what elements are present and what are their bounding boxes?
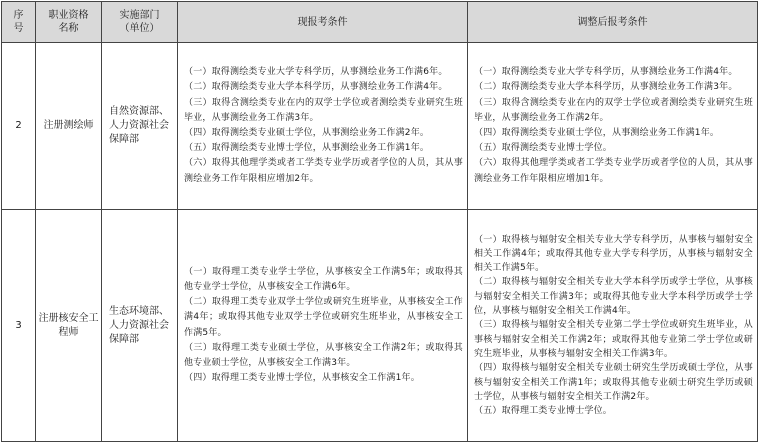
condition-item: （四）取得理工类专业博士学位，从事核安全工作满1年。 xyxy=(184,373,420,384)
row-current-conditions xyxy=(178,43,468,210)
condition-item: （二）取得核与辐射安全相关专业大学本科学历或学士学位，从事核与辐射安全相关工作满3年；或取得其他专业大学本科学历或学士学位，从事核与辐射安全相关工作满4年。 xyxy=(474,277,753,317)
table-row xyxy=(2,210,758,442)
header-name-line-1: 职业资格 xyxy=(48,10,89,21)
condition-item: （四）取得核与辐射安全相关专业硕士研究生学历或硕士学位，从事核与辐射安全相关工作满1年；或取得其他专业硕士研究生学历或硕士学位，从事核与辐射安全相关工作满2年。 xyxy=(474,363,753,402)
row-qualification-name: 注册核安全工程师 xyxy=(36,210,102,442)
header-dept-line-1: 实施部门 xyxy=(119,10,160,21)
row-department: 自然资源部、人力资源社会保障部 xyxy=(102,43,178,210)
condition-item: （五）取得测绘类专业博士学位，从事测绘业务工作满1年。 xyxy=(184,143,430,154)
condition-item: （五）取得理工类专业博士学位。 xyxy=(474,406,613,417)
condition-item: （三）取得理工类专业硕士学位，从事核安全工作满2年；或取得其他专业硕士学位，从事核安全工作满3年。 xyxy=(184,342,463,368)
condition-item: （二）取得理工类专业双学士学位或研究生班毕业，从事核安全工作满4年；或取得其他专业双学士学位或研究生班毕业，从事核安全工作满5年。 xyxy=(184,297,463,338)
row-qualification-name: 注册测绘师 xyxy=(36,43,102,210)
condition-item: （一）取得核与辐射安全相关专业大学专科学历，从事核与辐射安全相关工作满4年；或取得其他专业大学专科学历，从事核与辐射安全相关工作满5年。 xyxy=(474,234,753,274)
row-seq: 2 xyxy=(2,43,36,210)
header-seq-line-1: 序 xyxy=(13,10,24,21)
qualification-conditions-table xyxy=(1,1,758,442)
header-current-conditions: 现报考条件 xyxy=(178,2,468,43)
header-seq xyxy=(2,2,36,43)
condition-item: （二）取得测绘类专业大学本科学历，从事测绘业务工作满4年。 xyxy=(184,82,448,93)
table-row xyxy=(2,43,758,210)
header-name xyxy=(36,2,102,43)
header-dept xyxy=(102,2,178,43)
row-seq: 3 xyxy=(2,210,36,442)
condition-item: （三）取得核与辐射安全相关专业第二学士学位或研究生班毕业，从事核与辐射安全相关工作满2年；或取得其他专业第二学士学位或研究生班毕业，从事核与辐射安全相关工作满3年。 xyxy=(474,320,753,359)
header-adjusted-conditions: 调整后报考条件 xyxy=(468,2,758,43)
condition-item: （四）取得测绘类专业硕士学位，从事测绘业务工作满2年。 xyxy=(184,128,430,138)
condition-item: （六）取得其他理学类或者工学类专业学历或者学位的人员，其从事测绘业务工作年限相应增加1年。 xyxy=(474,158,753,184)
condition-item: （五）取得测绘类专业博士学位。 xyxy=(474,143,613,154)
header-seq-line-2: 号 xyxy=(13,23,24,34)
header-name-line-2: 名称 xyxy=(58,23,79,34)
condition-item: （六）取得其他理学类或者工学类专业学历或者学位的人员，其从事测绘业务工作年限相应增加2年。 xyxy=(184,158,463,184)
header-dept-line-2: （单位） xyxy=(119,23,160,34)
row-department: 生态环境部、人力资源社会保障部 xyxy=(102,210,178,442)
row-current-conditions xyxy=(178,210,468,442)
condition-item: （二）取得测绘类专业大学本科学历，从事测绘业务工作满3年。 xyxy=(474,82,738,93)
condition-item: （四）取得测绘类专业硕士学位，从事测绘业务工作满1年。 xyxy=(474,128,720,138)
condition-item: （一）取得测绘类专业大学专科学历，从事测绘业务工作满4年。 xyxy=(474,67,738,78)
row-adjusted-conditions xyxy=(468,43,758,210)
condition-item: （三）取得含测绘类专业在内的双学士学位或者测绘类专业研究生班毕业，从事测绘业务工作满3年。 xyxy=(184,97,463,123)
condition-item: （一）取得测绘类专业大学专科学历，从事测绘业务工作满6年。 xyxy=(184,67,448,78)
row-adjusted-conditions xyxy=(468,210,758,442)
table-header-row xyxy=(2,2,758,43)
condition-item: （一）取得理工类专业学士学位，从事核安全工作满5年；或取得其他专业学士学位，从事核安全工作满6年。 xyxy=(184,266,463,292)
condition-item: （三）取得含测绘类专业在内的双学士学位或者测绘类专业研究生班毕业，从事测绘业务工作满2年。 xyxy=(474,97,753,123)
